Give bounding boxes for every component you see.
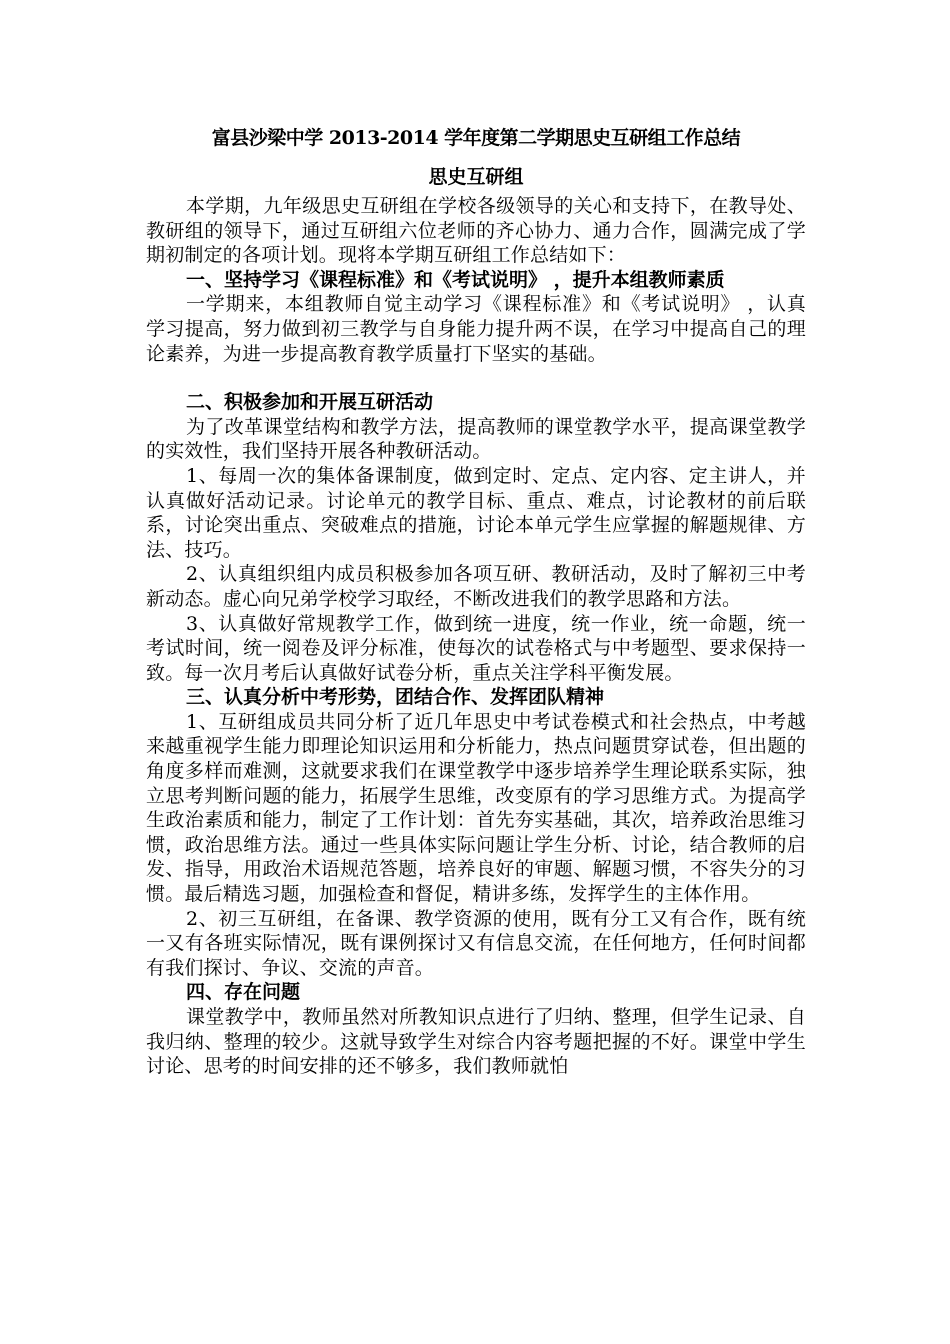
section-1-paragraph: 一学期来，本组教师自觉主动学习《课程标准》和《考试说明》 ，认真学习提高，努力做到初三教学与自身能力提升两不误，在学习中提高自己的理论素养，为进一步提高教育教学质量打下坚实的基础。 bbox=[146, 293, 806, 365]
document-title: 富县沙梁中学 2013-2014 学年度第二学期思史互研组工作总结 bbox=[211, 127, 741, 149]
section-4-paragraph: 课堂教学中，教师虽然对所教知识点进行了归纳、整理，但学生记录、自我归纳、整理的较少。这就导致学生对综合内容考题把握的不好。课堂中学生讨论、思考的时间安排的还不够多，我们教师就怕 bbox=[146, 1006, 806, 1078]
section-2-item-2: 2、认真组织组内成员积极参加各项互研、教研活动，及时了解初三中考新动态。虚心向兄弟学校学习取经，不断改进我们的教学思路和方法。 bbox=[146, 563, 806, 610]
section-2-paragraph: 为了改革课堂结构和教学方法，提高教师的课堂教学水平，提高课堂教学的实效性，我们坚持开展各种教研活动。 bbox=[146, 415, 806, 463]
section-2-item-1: 1、每周一次的集体备课制度，做到定时、定点、定内容、定主讲人，并认真做好活动记录。讨论单元的教学目标、重点、难点，讨论教材的前后联系，讨论突出重点、突破难点的措施，讨论本单元学生应掌握的解题规律、方法、技巧。 bbox=[146, 464, 806, 561]
intro-paragraph: 本学期，九年级思史互研组在学校各级领导的关心和支持下，在教导处、教研组的领导下，通过互研组六位老师的齐心协力、通力合作，圆满完成了学期初制定的各项计划。现将本学期互研组工作总结如下： bbox=[146, 195, 806, 267]
section-heading-4: 四、存在问题 bbox=[186, 981, 301, 1004]
section-heading-1: 一、坚持学习《课程标准》和《考试说明》 ，提升本组教师素质 bbox=[186, 268, 725, 291]
section-heading-2: 二、积极参加和开展互研活动 bbox=[186, 391, 434, 414]
section-heading-3: 三、认真分析中考形势，团结合作、发挥团队精神 bbox=[186, 686, 605, 709]
document-subtitle: 思史互研组 bbox=[428, 166, 524, 188]
blank-line bbox=[146, 366, 806, 390]
document-body bbox=[146, 118, 806, 1079]
section-2-item-3: 3、认真做好常规教学工作，做到统一进度，统一作业，统一命题，统一考试时间，统一阅卷及评分标准，使每次的试卷格式与中考题型、要求保持一致。每一次月考后认真做好试卷分析，重点关注学科平衡发展。 bbox=[146, 612, 806, 684]
section-3-item-1: 1、互研组成员共同分析了近几年思史中考试卷模式和社会热点，中考越来越重视学生能力即理论知识运用和分析能力，热点问题贯穿试卷，但出题的角度多样而难测，这就要求我们在课堂教学中逐步培养学生理论联系实际，独立思考判断问题的能力，拓展学生思维，改变原有的学习思维方式。为提高学生政治素质和能力，制定了工作计划：首先夯实基础，其次，培养政治思维习惯，政治思维方法。通过一些具体实际问题让学生分析、讨论，结合教师的启发、指导，用政治术语规范答题，培养良好的审题、解题习惯，不容失分的习惯。最后精选习题，加强检查和督促，精讲多练，发挥学生的主体作用。 bbox=[146, 710, 806, 906]
section-3-item-2: 2、初三互研组，在备课、教学资源的使用，既有分工又有合作，既有统一又有各班实际情况，既有课例探讨又有信息交流，在任何地方，任何时间都有我们探讨、争议、交流的声音。 bbox=[146, 907, 806, 979]
